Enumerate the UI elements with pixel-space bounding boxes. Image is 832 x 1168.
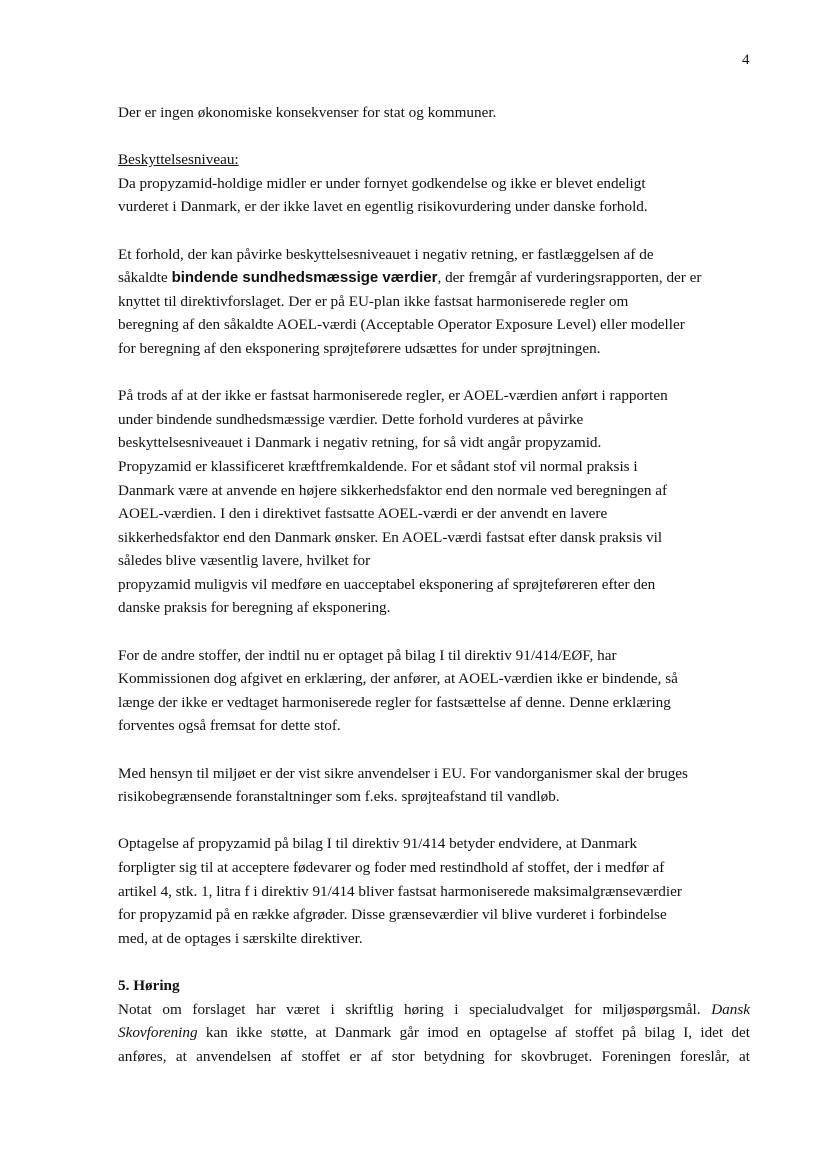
text-line: anføres, at anvendelsen af stoffet er af stor betydning for skovbruget. Foreningen foreslår, at [118,1047,750,1065]
paragraph-hearing [118,998,750,1069]
paragraph-residues [118,832,750,950]
text-line: Med hensyn til miljøet er der vist sikre anvendelser i EU. For vandorganismer skal der bruges [118,764,688,782]
text-fragment: såkaldte [118,269,172,287]
section-heading-protection-level: Beskyttelsesniveau: [118,151,239,169]
paragraph-economic [118,101,750,125]
paragraph-binding-values [118,243,750,361]
text-line: Danmark være at anvende en højere sikkerhedsfaktor end den normale ved beregningen af [118,481,668,499]
text-line: Optagelse af propyzamid på bilag I til direktiv 91/414 betyder endvidere, at Danmark [118,835,638,853]
text-line: På trods af at der ikke er fastsat harmoniserede regler, er AOEL-værdien anført i rapporten [118,387,668,405]
text-line: For de andre stoffer, der indtil nu er optaget på bilag I til direktiv 91/414/EØF, har [118,646,617,664]
page-number: 4 [742,52,750,68]
text-fragment: , der fremgår af vurderingsrapporten, der er [437,269,702,287]
text-line: Da propyzamid-holdige midler er under fornyet godkendelse og ikke er blevet endeligt [118,174,646,192]
text-fragment: Notat om forslaget har været i skriftlig høring i specialudvalget for miljøspørgsmål. [118,1000,712,1018]
text-line: propyzamid muligvis vil medføre en uacceptabel eksponering af sprøjteføreren efter den [118,575,656,593]
text-line: vurderet i Danmark, er der ikke lavet en egentlig risikovurdering under danske forhold. [118,198,648,216]
text-line: beskyttelsesniveauet i Danmark i negativ retning, for så vidt angår propyzamid. [118,434,602,452]
paragraph-environment [118,762,750,809]
text-line: risikobegrænsende foranstaltninger som f.eks. sprøjteafstand til vandløb. [118,788,560,806]
text-line: Propyzamid er klassificeret kræftfremkaldende. For et sådant stof vil normal praksis i [118,457,638,475]
text-line: Et forhold, der kan påvirke beskyttelsesniveauet i negativ retning, er fastlæggelsen af de [118,245,654,263]
section-heading-hearing: 5. Høring [118,976,180,994]
text-line: længe der ikke er vedtaget harmoniserede regler for fastsættelse af denne. Denne erklæring [118,693,671,711]
text-line: under bindende sundhedsmæssige værdier. Dette forhold vurderes at påvirke [118,410,584,428]
document-body [118,101,750,1068]
section-hearing [118,974,750,1068]
text-line: danske praksis for beregning af eksponering. [118,599,391,617]
paragraph-commission [118,644,750,738]
text-line: forpligter sig til at acceptere fødevarer og foder med restindhold af stoffet, der i medfør af [118,859,665,876]
text-line: AOEL-værdien. I den i direktivet fastsatte AOEL-værdi er der anvendt en lavere [118,505,608,523]
paragraph-protection-level [118,148,750,219]
italic-organization: Skovforening [118,1024,198,1042]
paragraph-aoel [118,384,750,620]
text-line: for propyzamid på en række afgrøder. Disse grænseværdier vil blive vurderet i forbindelse [118,906,667,924]
text-line: således blive væsentlig lavere, hvilket for [118,552,371,570]
text-line: Der er ingen økonomiske konsekvenser for stat og kommuner. [118,104,497,121]
text-line [118,998,750,1022]
text-line: knyttet til direktivforslaget. Der er på EU-plan ikke fastsat harmoniserede regler om [118,292,629,310]
bold-term: bindende sundhedsmæssige værdier [171,269,438,287]
text-line [118,266,750,290]
text-fragment: kan ikke støtte, at Danmark går imod en optagelse af stoffet på bilag I, idet det [197,1024,750,1042]
text-line: artikel 4, stk. 1, litra f i direktiv 91/414 bliver fastsat harmoniserede maksimalgrænseværdier [118,882,682,900]
text-line: sikkerhedsfaktor end den Danmark ønsker. En AOEL-værdi fastsat efter dansk praksis vil [118,528,663,546]
italic-organization: Dansk [711,1000,750,1018]
text-line: med, at de optages i særskilte direktiver. [118,929,363,947]
text-line: forventes også fremsat for dette stof. [118,717,341,735]
text-line: for beregning af den eksponering sprøjteførere udsættes for under sprøjtningen. [118,339,601,357]
text-line [118,1021,750,1045]
text-line: beregning af den såkaldte AOEL-værdi (Acceptable Operator Exposure Level) eller modeller [118,316,685,334]
text-line: Kommissionen dog afgivet en erklæring, der anfører, at AOEL-værdien ikke er bindende, så [118,670,678,688]
